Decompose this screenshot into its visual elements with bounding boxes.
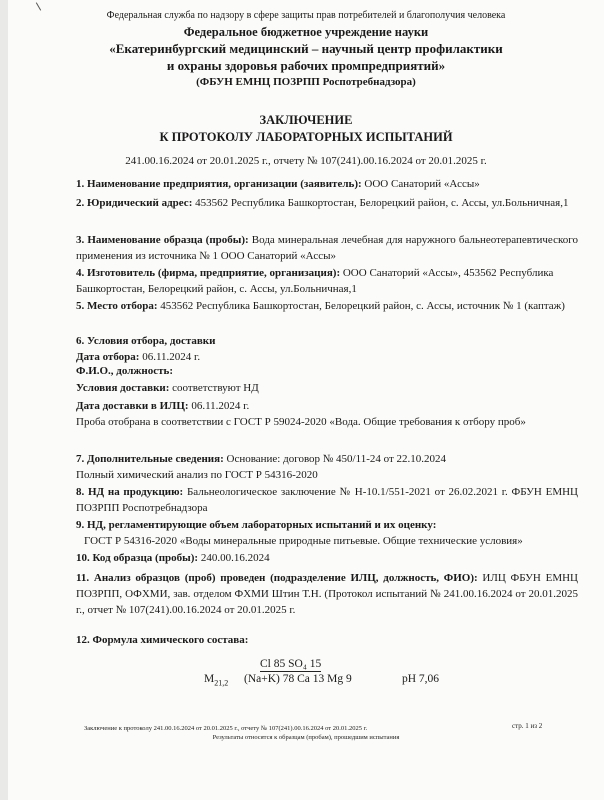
section-4 xyxy=(76,265,578,297)
footer-reference: Заключение к протоколу 241.00.16.2024 от 20.01.2025 г., отчету № 107(241).00.16.2024 от 20.01.2025 г. xyxy=(84,725,368,732)
fio-position-label: Ф.И.О., должность: xyxy=(76,365,173,377)
section-9-label: 9. НД, регламентирующие объем лабораторных испытаний и их оценку: xyxy=(76,519,437,531)
section-2-value: 453562 Республика Башкортостан, Белорецкий район, с. Ассы, ул.Больничная,1 xyxy=(192,197,569,209)
document-page xyxy=(8,0,604,800)
doc-reference: 241.00.16.2024 от 20.01.2025 г., отчету № 107(241).00.16.2024 от 20.01.2025 г. xyxy=(125,155,487,167)
section-5-label: 5. Место отбора: xyxy=(76,300,158,312)
section-1 xyxy=(76,176,578,192)
section-4-label: 4. Изготовитель (фирма, предприятие, организация): xyxy=(76,267,341,279)
footer-note: Результаты относятся к образцам (пробам), прошедшим испытания xyxy=(212,734,400,741)
formula-m xyxy=(204,673,228,687)
doc-subtitle: К ПРОТОКОЛУ ЛАБОРАТОРНЫХ ИСПЫТАНИЙ xyxy=(159,130,453,144)
section-7-value: Основание: договор № 450/11-24 от 22.10.2024 xyxy=(223,453,447,465)
section-11-value: ИЛЦ ФБУН ЕМНЦ ПОЗРПП, ОФХМИ, зав. отделом ФХМИ Штин Т.Н. (Протокол испытаний № 241.00.16.2024 от 20.01.2025 г., отчет № 107(241).00.16.2024 от 20.01.2025 г. xyxy=(76,572,578,616)
section-3-label: 3. Наименование образца (пробы): xyxy=(76,234,249,246)
section-8-label: 8. НД на продукцию: xyxy=(76,486,184,498)
doc-title: ЗАКЛЮЧЕНИЕ xyxy=(259,113,353,127)
section-7-line-2: Полный химический анализ по ГОСТ Р 54316-2020 xyxy=(76,469,318,481)
section-1-label: 1. Наименование предприятия, организации (заявитель): xyxy=(76,178,362,190)
section-4-value: ООО Санаторий «Ассы», 453562 Республика Башкортостан, Белорецкий район, с. Ассы, ул.Больничная,1 xyxy=(76,267,554,295)
section-10-value: 240.00.16.2024 xyxy=(198,552,270,564)
formula-denominator: (Na+K) 78 Ca 13 Mg 9 xyxy=(244,673,352,685)
org-abbreviation: (ФБУН ЕМНЦ ПОЗРПП Роспотребнадзора) xyxy=(196,76,416,88)
sampling-note: Проба отобрана в соответствии с ГОСТ Р 59024-2020 «Вода. Общие требования к отбору проб» xyxy=(76,416,526,428)
section-10 xyxy=(76,550,578,566)
section-8-value: Бальнеологическое заключение № Н-10.1/551-2021 от 26.02.2021 г. ФБУН ЕМНЦ ПОЗРПП Роспотребнадзора xyxy=(76,486,578,514)
delivery-date-label: Дата доставки в ИЛЦ: xyxy=(76,400,189,412)
section-3 xyxy=(76,232,578,264)
section-11-label: 11. Анализ образцов (проб) проведен (подразделение ИЛЦ, должность, ФИО): xyxy=(76,572,478,584)
org-line-2: «Екатеринбургский медицинский – научный центр профилактики xyxy=(109,41,503,56)
section-7-label: 7. Дополнительные сведения: xyxy=(76,453,224,465)
section-8 xyxy=(76,484,578,516)
section-10-label: 10. Код образца (пробы): xyxy=(76,552,199,564)
section-6 xyxy=(76,333,578,365)
formula-m-label: M xyxy=(204,673,215,685)
agency-name: Федеральная служба по надзору в сфере защиты прав потребителей и благополучия человека xyxy=(106,10,506,21)
section-2-label: 2. Юридический адрес: xyxy=(76,197,193,209)
footer-page-number: стр. 1 из 2 xyxy=(512,722,543,730)
section-9 xyxy=(76,517,578,549)
formula-m-value: 21,2 xyxy=(214,678,229,688)
section-3-value: Вода минеральная лечебная для наружного бальнеотерапевтического применения из источника № 1 ООО Санаторий «Ассы» xyxy=(76,234,578,262)
section-11 xyxy=(76,570,578,618)
delivery-conditions xyxy=(76,380,578,396)
org-line-1: Федеральное бюджетное учреждение науки xyxy=(183,25,429,39)
org-line-3: и охраны здоровья рабочих промпредприятий» xyxy=(166,58,446,73)
section-6-label: 6. Условия отбора, доставки xyxy=(76,335,216,347)
section-7 xyxy=(76,451,578,483)
section-1-value: ООО Санаторий «Ассы» xyxy=(361,178,480,190)
section-12-label: 12. Формула химического состава: xyxy=(76,634,249,646)
delivery-date-value: 06.11.2024 г. xyxy=(188,400,250,412)
sampling-date-label: Дата отбора: xyxy=(76,351,140,363)
delivery-conditions-label: Условия доставки: xyxy=(76,382,170,394)
section-5-value: 453562 Республика Башкортостан, Белорецкий район, с. Ассы, источник № 1 (каптаж) xyxy=(157,300,565,312)
formula-numerator: Cl 85 SO₄ 15 xyxy=(260,658,322,670)
delivery-date xyxy=(76,398,578,414)
sampling-date-value: 06.11.2024 г. xyxy=(139,351,201,363)
formula-ph: pH 7,06 xyxy=(402,673,440,685)
section-5 xyxy=(76,298,578,314)
delivery-conditions-value: соответствуют НД xyxy=(169,382,259,394)
section-2 xyxy=(76,195,578,211)
section-9-value: ГОСТ Р 54316-2020 «Воды минеральные природные питьевые. Общие технические условия» xyxy=(84,535,523,547)
